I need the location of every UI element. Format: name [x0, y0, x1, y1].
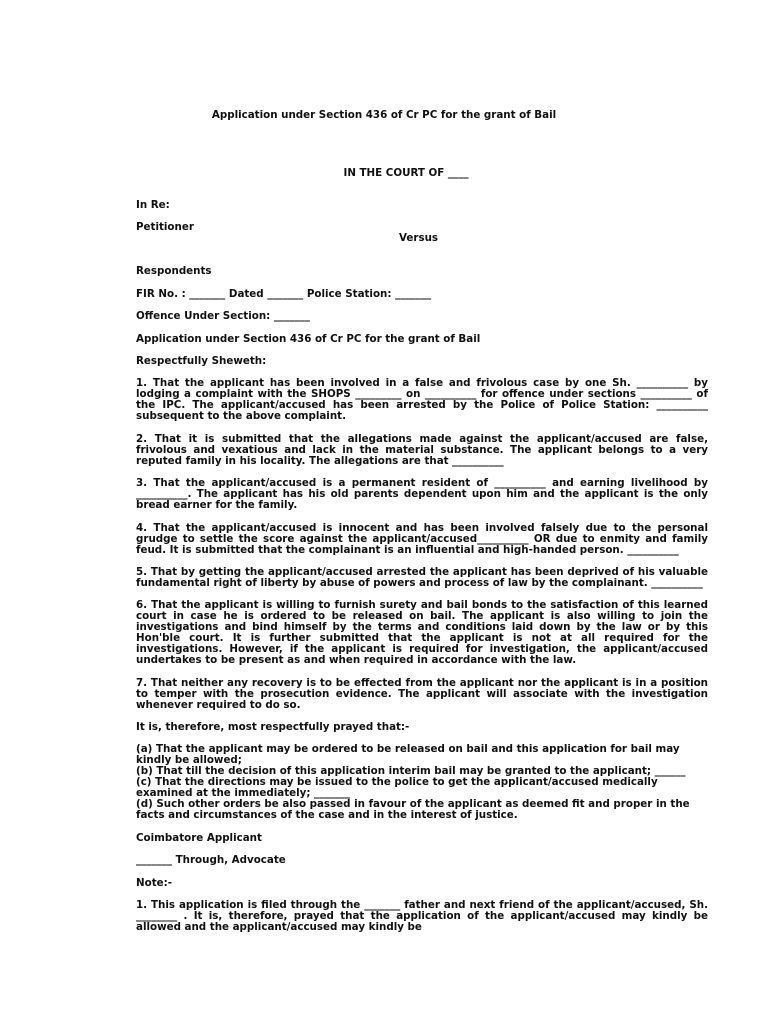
paragraph-6: 6. That the applicant is willing to furnish surety and bail bonds to the satisfaction of this learned court in case he is ordered to be released on bail. The applicant is also willing to join the investigations and bind himself by the terms and conditions laid down by the law or by this Hon'ble court. It is further submitted that the applicant is not at all required for the investigations. However, if the applicant is required for investigation, the applicant/accused undertakes to be present as and when required in accordance with the law. [136, 599, 708, 667]
document-body [136, 200, 708, 944]
prayer-intro: It is, therefore, most respectfully prayed that:- [136, 721, 410, 734]
paragraph-1: 1. That the applicant has been involved in a false and frivolous case by one Sh. __________ by lodging a complaint with the SHOPS _________ on __________ for offence under sections __________ of the IPC. The applicant/accused has been arrested by the Police of Police Station: __________ subsequent to the above complaint. [136, 377, 708, 423]
note-text: 1. This application is filed through the _______ father and next friend of the applicant/accused, Sh. ________ . It is, therefore, prayed that the application of the applicant/accused may kindly be allowed and the applicant/accused may kindly be [136, 899, 708, 934]
offence-line: Offence Under Section: _______ [136, 310, 310, 323]
paragraph-4: 4. That the applicant/accused is innocent and has been involved falsely due to the personal grudge to settle the score against the applicant/accused__________ OR due to enmity and family feud. It is submitted that the complainant is an influential and high-handed person. __________ [136, 521, 708, 556]
paragraph-3: 3. That the applicant/accused is a permanent resident of __________ and earning livelihood by __________. The applicant has his old parents dependent upon him and the applicant is the only bread earner for the family. [136, 477, 708, 512]
fir-line: FIR No. : _______ Dated _______ Police Station: _______ [136, 287, 432, 300]
versus-label: Versus [399, 232, 439, 245]
prayer-c: (c) That the directions may be issued to the police to get the applicant/accused medically examined at the immediately; _______ [136, 776, 658, 800]
paragraph-5: 5. That by getting the applicant/accused arrested the applicant has been deprived of his valuable fundamental right of liberty by abuse of powers and process of law by the complainant. __________ [136, 565, 708, 589]
paragraph-7: 7. That neither any recovery is to be effected from the applicant nor the applicant is in a position to temper with the prosecution evidence. The applicant will associate with the investigation whenever required to do so. [136, 676, 708, 711]
application-line: Application under Section 436 of Cr PC for the grant of Bail [136, 332, 481, 345]
document-title: Application under Section 436 of Cr PC for the grant of Bail [211, 109, 557, 121]
petitioner-label: Petitioner [136, 221, 194, 234]
paragraph-2: 2. That it is submitted that the allegations made against the applicant/accused are false, frivolous and vexatious and lack in the material substance. The applicant belongs to a very reputed family in his locality. The allegations are that __________ [136, 432, 708, 467]
respectfully-sheweth: Respectfully Sheweth: [136, 354, 267, 367]
place-applicant: Coimbatore Applicant [136, 831, 262, 844]
note-heading: Note:- [136, 876, 172, 889]
prayer-d: (d) Such other orders be also passed in favour of the applicant as deemed fit and proper in the facts and circumstances of the case and in the interest of justice. [136, 798, 690, 822]
advocate-line: _______ Through, Advocate [136, 854, 286, 867]
respondents-label: Respondents [136, 265, 212, 278]
in-re-label: In Re: [136, 199, 170, 211]
court-heading: IN THE COURT OF ____ [343, 167, 469, 179]
prayer-b: (b) That till the decision of this application interim bail may be granted to the applicant; ______ [136, 765, 686, 778]
prayer-a: (a) That the applicant may be ordered to be released on bail and this application for bail may kindly be allowed; [136, 743, 680, 767]
